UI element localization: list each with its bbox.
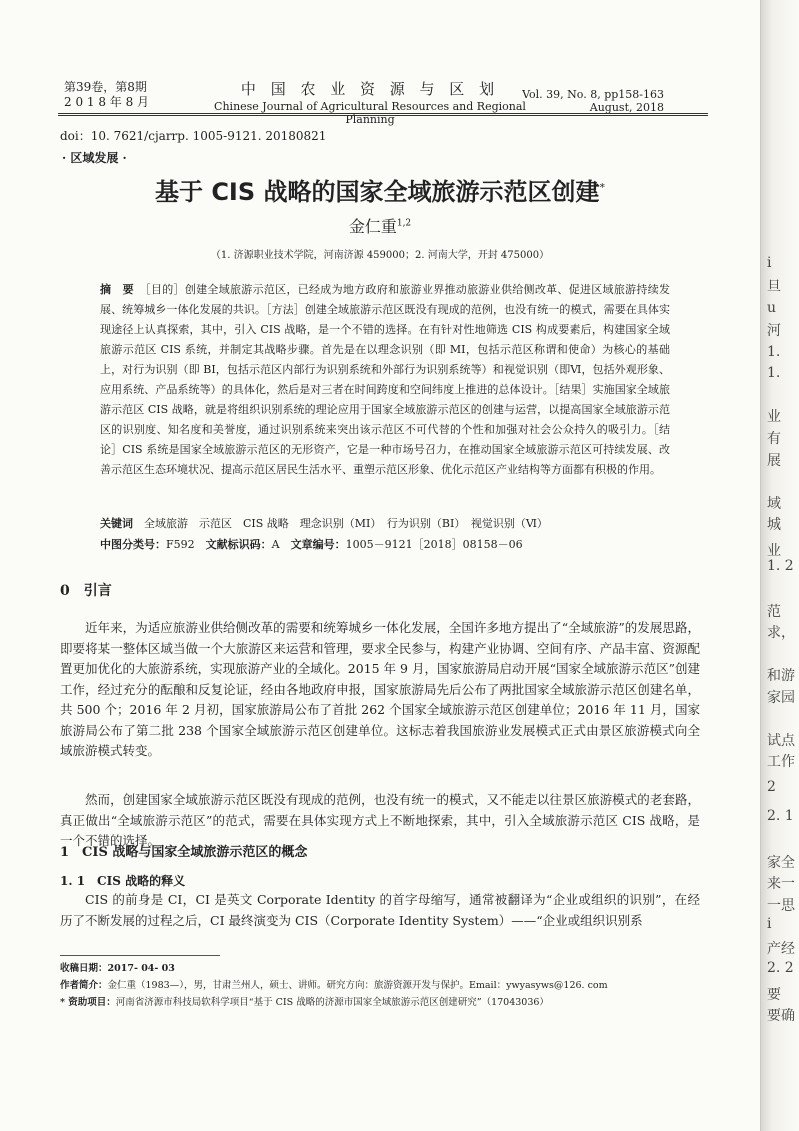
issue-info: 第39卷，第8期 2 0 1 8 年 8 月 xyxy=(64,80,150,109)
abstract: 摘 要 ［目的］创建全域旅游示范区，已经成为地方政府和旅游业界推动旅游业供给侧改革、促进区域旅游持续发展、统筹城乡一体化发展的共识。［方法］创建全域旅游示范区既没有现成的范例，也没有统一的模式，需要在具体实现途径上认真探索，其中，引入 CIS 战略，是一个不错的选择。在有针对性地筛选 CIS 构成要素后，构建国家全域旅游示范区 CIS 系统，并制定其战略步骤。首先是在以理念识别（即 MI，包括示范区称谓和使命）为核心的基础上，对行为识别（即 BI，包括示范区内部行为识别系统和外部行为识别系统等）和视觉识别（即Ⅵ，包括外观形象、应用系统、产品系统等）的具体化，然后是对三者在时间跨度和空间纬度上推进的总体设计。［结果］实施国家全域旅游示范区 CIS 战略，就是将组织识别系统的理论应用于国家全域旅游示范区的创建与运营，以提高国家全域旅游示范区的识别度、知名度和美誉度，通过识别系统来突出该示范区不可代替的个性和加强对社会公众持久的吸引力。［结论］CIS 系统是国家全域旅游示范区的无形资产，它是一种市场号召力，在推动国家全域旅游示范区可持续发展、改善示范区生态环境状况、提高示范区居民生活水平、重塑示范区形象、优化示范区产业结构等方面都有积极的作用。 xyxy=(100,283,671,476)
volume-info: Vol. 39, No. 8, pp158-163 August, 2018 xyxy=(522,88,664,114)
author-info: 作者简介：金仁重（1983—），男，甘肃兰州人，硕士、讲师。研究方向：旅游资源开发与保护。Email：ywyasyws@126. com xyxy=(60,980,608,991)
affiliation: （1. 济源职业技术学院，河南济源 459000；2. 河南大学，开封 475000） xyxy=(210,250,550,261)
classification: 中图分类号：F592 文献标识码：A 文章编号：1005－9121［2018］08158－06 xyxy=(100,538,523,551)
subsection-heading: 1. 1 CIS 战略的释义 xyxy=(60,874,186,888)
received-date: 收稿日期：2017- 04- 03 xyxy=(60,963,175,974)
section-heading-intro: 0 引言 xyxy=(60,583,112,599)
paragraph: 近年来，为适应旅游业供给侧改革的需要和统筹城乡一体化发展，全国许多地方提出了“全域旅游”的发展思路，即要将某一整体区域当做一个大旅游区来运营和管理，要求全民参与，构建产业协调、空间有序、产品丰富、资源配置更加优化的大旅游系统，实现旅游产业的全域化。2015 年 9 月，国家旅游局启动开展“国家全域旅游示范区”创建工作，经过充分的酝酿和反复论证，经由各地政府申报，国家旅游局先后公布了两批国家全域旅游示范区创建名单，共 500 个；2016 年 2 月初，国家旅游局公布了首批 262 个国家全域旅游示范区创建单位；2016 年 11 月，国家旅游局公布了第二批 238 个国家全域旅游示范区创建单位。这标志着我国旅游业发展模式正式由景区旅游模式向全域旅游模式转变。 xyxy=(60,620,700,758)
journal-name: 中 国 农 业 资 源 与 区 划 Chinese Journal of Agricultural Resources and Regional Planning xyxy=(214,80,526,126)
footnote-rule xyxy=(60,955,220,956)
header-rule xyxy=(58,113,708,116)
paragraph: 然而，创建国家全域旅游示范区既没有现成的范例，也没有统一的模式，又不能走以往景区旅游模式的老套路，真正做出“全域旅游示范区”的范式，需要在具体实现方式上不断地探索，其中，引入全域旅游示范区 CIS 战略，是一个不错的选择。 xyxy=(60,792,700,848)
paragraph: CIS 的前身是 CI，CI 是英文 Corporate Identity 的首字母缩写，通常被翻译为“企业或组织的识别”，在经历了不断发展的过程之后，CI 最终演变为 CIS（Corporate Identity System）——“企业或组织识别系 xyxy=(60,892,700,928)
doi: doi：10. 7621/cjarrp. 1005-9121. 20180821 xyxy=(60,129,327,143)
section-tag: · 区域发展 · xyxy=(62,151,127,165)
author: 金仁重$^{1,2}$ xyxy=(348,217,412,236)
funding-info: * 资助项目：河南省济源市科技局软科学项目“基于 CIS 战略的济源市国家全域旅游示范区创建研究”（17043036） xyxy=(60,997,549,1008)
section-heading: 1 CIS 战略与国家全域旅游示范区的概念 xyxy=(60,845,308,860)
paper-title: 基于 CIS 战略的国家全域旅游示范区创建* xyxy=(154,178,606,206)
keywords: 关键词 全域旅游 示范区 CIS 战略 理念识别（MI） 行为识别（BI） 视觉识别（Ⅵ） xyxy=(100,517,548,530)
